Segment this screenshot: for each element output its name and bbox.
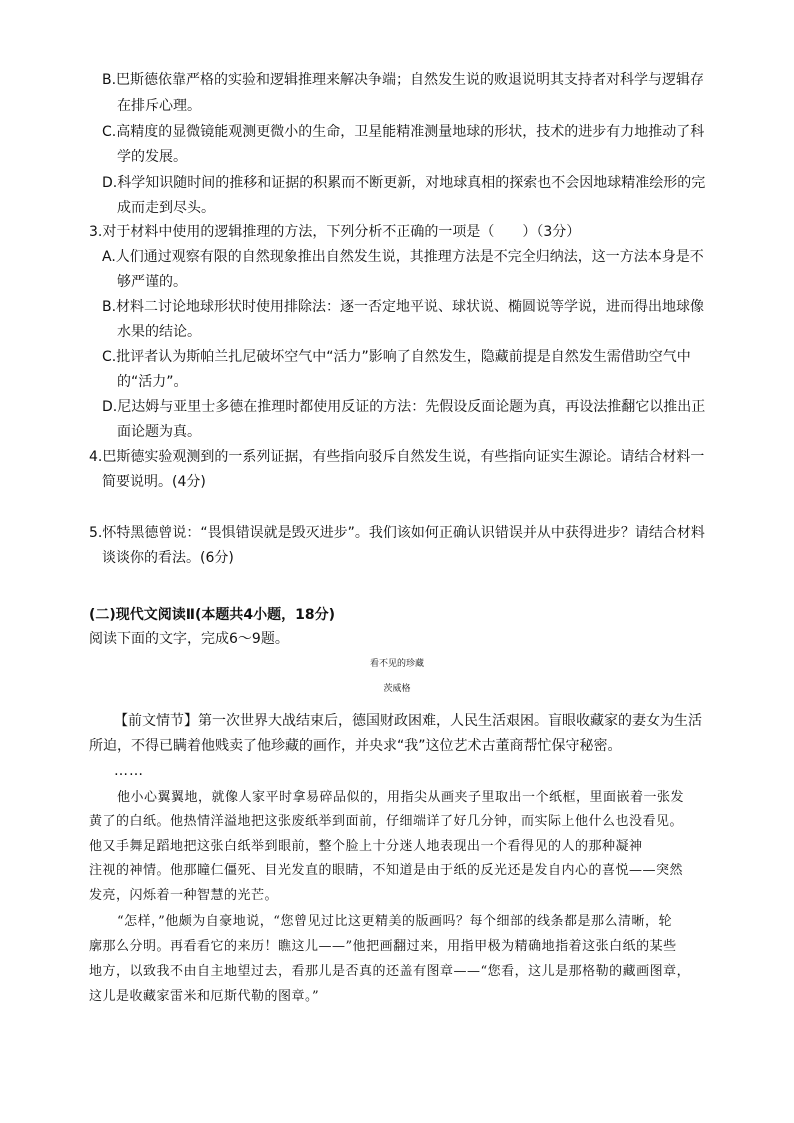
intro-line-1: 【前文情节】第一次世界大战结束后，德国财政困难，人民生活艰困。盲眼收藏家的妻女为生活 bbox=[114, 713, 702, 729]
article-author: 茨威格 bbox=[383, 684, 411, 694]
q3-option-d-line2: 面论题为真。 bbox=[117, 424, 201, 440]
para2-line4: 这儿是收藏家雷米和厄斯代勒的图章。” bbox=[89, 989, 320, 1004]
article-title: 看不见的珍藏 bbox=[369, 659, 424, 669]
intro-line-2: 所迫，不得已瞒着他贱卖了他珍藏的画作，并央求“我”这位艺术古董商帮忙保守秘密。 bbox=[89, 738, 622, 754]
q3-option-d-line1: D.尼达姆与亚里士多德在推理时都使用反证的方法：先假设反面论题为真，再设法推翻它以推出正 bbox=[102, 399, 706, 415]
q3-option-b-line1: B.材料二讨论地球形状时使用排除法：逐一否定地平说、球状说、椭圆说等学说，进而得出地球像 bbox=[102, 299, 705, 315]
q3-option-b-line2: 水果的结论。 bbox=[117, 324, 201, 340]
ellipsis: …… bbox=[114, 763, 144, 779]
question-4-line1: 4.巴斯德实验观测到的一系列证据，有些指向驳斥自然发生说，有些指向证实生源论。请结合材料一 bbox=[89, 449, 705, 465]
q3-option-a-line1: A.人们通过观察有限的自然现象推出自然发生说，其推理方法是不完全归纳法，这一方法本身是不 bbox=[102, 249, 704, 265]
q3-option-a-line2: 够严谨的。 bbox=[117, 274, 187, 290]
question-5-line1: 5.怀特黑德曾说：“畏惧错误就是毁灭进步”。我们该如何正确认识错误并从中获得进步？请结合材料 bbox=[89, 525, 705, 541]
prev-option-c-line2: 学的发展。 bbox=[117, 149, 187, 165]
section-heading: (二)现代文阅读Ⅱ(本题共4小题，18分) bbox=[89, 607, 336, 623]
q3-option-c-line1: C.批评者认为斯帕兰扎尼破坏空气中“活力”影响了自然发生，隐藏前提是自然发生需借助空气中 bbox=[102, 349, 691, 365]
para2-line2: 廓那么分明。再看看它的来历！瞧这儿——”他把画翻过来，用指甲极为精确地指着这张白纸的某些 bbox=[89, 939, 677, 954]
para1-line2: 黄了的白纸。他热情洋溢地把这张废纸举到面前，仔细端详了好几分钟，而实际上他什么也没看见。 bbox=[89, 814, 684, 829]
prev-option-d-line1: D.科学知识随时间的推移和证据的积累而不断更新，对地球真相的探索也不会因地球精准绘形的完 bbox=[102, 175, 706, 191]
section-instruction: 阅读下面的文字，完成6～9题。 bbox=[89, 631, 289, 647]
para2-line3: 地方，以致我不由自主地望过去，看那儿是否真的还盖有图章——“您看，这儿是那格勒的藏画图章， bbox=[89, 964, 691, 979]
question-5-line2: 谈谈你的看法。(6分) bbox=[102, 550, 234, 566]
prev-option-c-line1: C.高精度的显微镜能观测更微小的生命，卫星能精准测量地球的形状，技术的进步有力地推动了科 bbox=[102, 124, 705, 140]
para2-line1: “怎样，”他颇为自豪地说，“您曾见过比这更精美的版画吗？每个细部的线条都是那么清晰，轮 bbox=[117, 914, 672, 929]
prev-option-d-line2: 成而走到尽头。 bbox=[117, 200, 215, 216]
question-3-stem: 3.对于材料中使用的逻辑推理的方法，下列分析不正确的一项是（ ）（3分） bbox=[89, 224, 581, 240]
para1-line1: 他小心翼翼地，就像人家平时拿易碎品似的，用指尖从画夹子里取出一个纸框，里面嵌着一张发 bbox=[117, 790, 685, 805]
question-4-line2: 简要说明。(4分) bbox=[102, 474, 206, 490]
para1-line4: 注视的神情。他那瞳仁僵死、目光发直的眼睛，不知道是由于纸的反光还是发自内心的喜悦——突然 bbox=[89, 863, 684, 878]
para1-line5: 发亮，闪烁着一种智慧的光芒。 bbox=[89, 888, 279, 903]
prev-option-b-line1: B.巴斯德依靠严格的实验和逻辑推理来解决争端；自然发生说的败退说明其支持者对科学与逻辑存 bbox=[102, 72, 705, 88]
prev-option-b-line2: 在排斥心理。 bbox=[117, 98, 201, 114]
q3-option-c-line2: 的“活力”。 bbox=[117, 374, 188, 390]
para1-line3: 他又手舞足蹈地把这张白纸举到眼前，整个脸上十分迷人地表现出一个看得见的人的那种凝神 bbox=[89, 839, 643, 854]
